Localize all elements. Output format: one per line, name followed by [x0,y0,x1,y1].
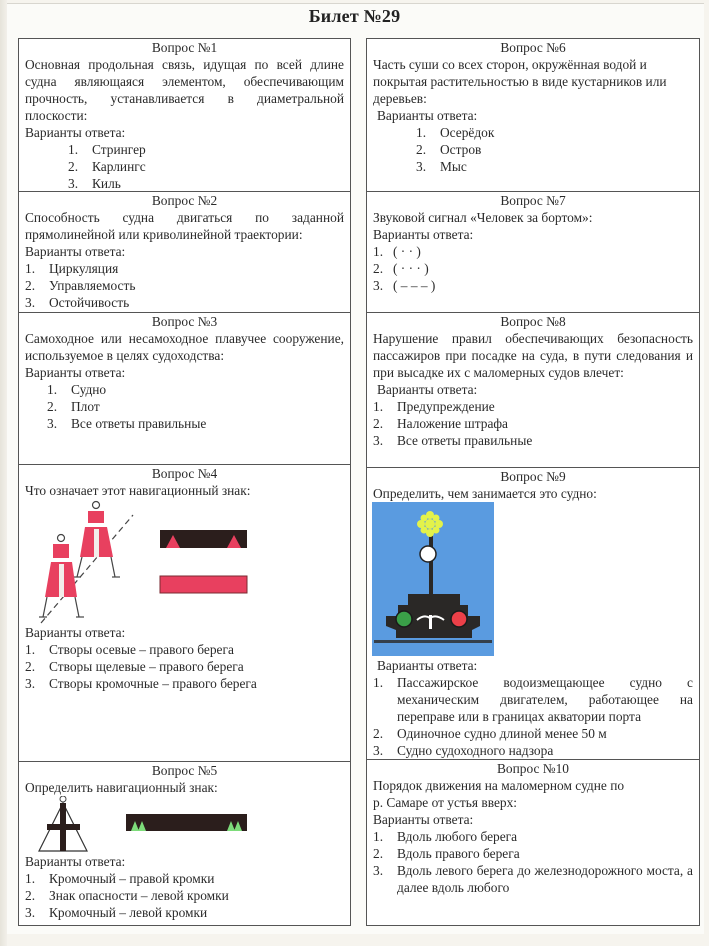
question-header: Вопрос №3 [151,314,218,329]
answer-number: 3. [373,863,384,878]
answer-text: Наложение штрафа [397,416,509,431]
answer-text: Остойчивость [49,295,130,310]
answer-option[interactable] [416,158,693,175]
question-header: Вопрос №5 [151,763,218,778]
variants-label: Варианты ответа: [373,812,474,827]
answer-number: 3. [68,176,79,191]
answer-option[interactable] [25,641,344,658]
answer-option[interactable] [416,124,693,141]
answer-option[interactable] [25,887,344,904]
question-6 [367,39,699,192]
question-5 [19,762,350,925]
answer-text: Плот [71,399,100,414]
answer-option[interactable] [25,294,344,311]
question-9 [367,468,699,760]
variants-label: Варианты ответа: [377,108,478,123]
question-4 [19,465,350,762]
answer-number: 2. [25,278,36,293]
variants-label: Варианты ответа: [373,227,474,242]
answer-number: 2. [373,261,384,276]
scan-edge [0,0,7,946]
answer-text: Створы щелевые – правого берега [49,659,244,674]
answer-list [25,141,344,192]
range-leading-marks-sign-icon [25,499,344,624]
answer-text: Мыс [440,159,467,174]
answer-option[interactable] [25,870,344,887]
answer-text: Судно судоходного надзора [397,743,554,758]
answer-text: Все ответы правильные [397,433,533,448]
variants-label: Варианты ответа: [25,125,126,140]
question-text: Что означает этот навигационный знак: [25,483,251,498]
answer-option[interactable] [416,141,693,158]
variants-label: Варианты ответа: [25,244,126,259]
answer-number: 1. [25,871,36,886]
question-10 [367,760,699,925]
question-8 [367,313,699,468]
answer-text: Вдоль правого берега [397,846,520,861]
answer-option[interactable] [373,260,693,277]
question-header: Вопрос №8 [500,314,566,329]
answer-text: Предупреждение [397,399,495,414]
variants-label: Варианты ответа: [25,854,126,869]
left-column [18,38,351,926]
question-text: Нарушение правил обеспечивающих безопасность пассажиров при посадке на суда, в пути следования и при высадке их с маломерных судов влечет: [373,331,693,380]
answer-number: 1. [373,399,384,414]
answer-list [25,381,344,432]
question-text: Способность судна двигаться по заданной прямолинейной или криволинейной траектории: [25,210,344,242]
answer-number: 2. [416,142,427,157]
answer-text: Все ответы правильные [71,416,207,431]
variants-label: Варианты ответа: [377,382,478,397]
answer-text: Створы осевые – правого берега [49,642,234,657]
answer-text: Створы кромочные – правого берега [49,676,257,691]
right-column [366,38,700,926]
ticket-title: Билет №29 [308,6,401,26]
answer-number: 3. [416,159,427,174]
answer-number: 3. [25,905,36,920]
question-header: Вопрос №6 [500,40,566,55]
answer-number: 1. [68,142,79,157]
answer-number: 1. [47,382,58,397]
answer-number: 3. [373,743,384,758]
answer-text: Пассажирское водоизмещающее судно с механическим двигателем, работающее на переправе или в границах акватории порта [397,675,693,724]
question-header: Вопрос №7 [500,193,566,208]
answer-number: 1. [416,125,427,140]
question-text-line-1: Порядок движения на маломерном судне по [373,778,625,793]
answer-text: ( – – – ) [393,278,436,293]
answer-number: 1. [25,642,36,657]
question-7 [367,192,699,313]
answer-list [25,641,344,692]
answer-number: 3. [373,433,384,448]
question-text: Самоходное или несамоходное плавучее сооружение, используемое в целях судоходства: [25,331,344,363]
answer-text: ( · · ) [393,244,421,259]
variants-label: Варианты ответа: [25,625,126,640]
answer-text: Судно [71,382,107,397]
answer-text: Киль [92,176,121,191]
variants-label: Варианты ответа: [25,365,126,380]
answer-number: 3. [25,676,36,691]
variants-label: Варианты ответа: [377,658,478,673]
answer-text: Кромочный – левой кромки [49,905,208,920]
answer-option[interactable] [373,674,693,725]
answer-list [373,828,693,896]
answer-option[interactable] [25,277,344,294]
answer-option[interactable] [68,158,344,175]
question-text: Определить, чем занимается это судно: [373,486,597,501]
answer-text: Кромочный – правой кромки [49,871,215,886]
answer-number: 3. [25,295,36,310]
answer-number: 1. [25,261,36,276]
answer-text: Циркуляция [49,261,119,276]
answer-number: 1. [373,675,384,690]
answer-option[interactable] [68,175,344,192]
question-header: Вопрос №2 [151,193,218,208]
question-text: Основная продольная связь, идущая по всей длине судна являющаяся элементом, обеспечивающим прочность, устанавливается в диаметральной плоскости: [25,57,344,123]
question-1 [19,39,350,192]
answer-list [373,124,693,175]
question-text: Звуковой сигнал «Человек за бортом»: [373,210,593,225]
answer-text: Осерёдок [440,125,495,140]
answer-option[interactable] [25,904,344,921]
question-header: Вопрос №10 [497,761,569,776]
question-3 [19,313,350,465]
answer-text: Стрингер [92,142,146,157]
answer-number: 2. [25,888,36,903]
answer-option[interactable] [68,141,344,158]
question-text: Часть суши со всех сторон, окружённая водой и покрытая растительностью в виде кустарников или деревьев: [373,57,667,106]
answer-text: Карлингс [92,159,146,174]
answer-number: 3. [373,278,384,293]
answer-number: 3. [47,416,58,431]
answer-list [373,243,693,294]
answer-option[interactable] [47,415,344,432]
question-2 [19,192,350,313]
question-header: Вопрос №9 [500,469,566,484]
answer-list [25,260,344,311]
answer-text: Вдоль любого берега [397,829,518,844]
answer-option[interactable] [373,845,693,862]
answer-number: 2. [373,726,384,741]
answer-option[interactable] [25,675,344,692]
answer-text: Вдоль левого берега до железнодорожного моста, а далее вдоль любого [397,863,693,895]
answer-option[interactable] [25,658,344,675]
answer-number: 2. [25,659,36,674]
answer-option[interactable] [373,828,693,845]
question-text: Определить навигационный знак: [25,780,218,795]
answer-option[interactable] [47,398,344,415]
answer-number: 2. [373,416,384,431]
answer-option[interactable] [373,432,693,449]
answer-number: 1. [373,244,384,259]
answer-option[interactable] [373,742,693,759]
edge-mark-sign-icon [25,796,344,853]
answer-option[interactable] [47,381,344,398]
question-header: Вопрос №1 [151,40,218,55]
question-text-line-2: р. Самаре от устья вверх: [373,795,518,810]
answer-option[interactable] [373,398,693,415]
answer-list [373,398,693,449]
answer-option[interactable] [373,725,693,742]
vessel-lights-night-icon [373,502,693,657]
answer-number: 2. [47,399,58,414]
question-header: Вопрос №4 [151,466,218,481]
answer-text: Управляемость [49,278,136,293]
answer-number: 1. [373,829,384,844]
answer-text: Остров [440,142,482,157]
answer-list [373,674,693,759]
answer-text: ( · · · ) [393,261,429,276]
answer-option[interactable] [373,862,693,896]
answer-list [25,870,344,921]
answer-option[interactable] [373,415,693,432]
answer-text: Одиночное судно длиной менее 50 м [397,726,607,741]
answer-option[interactable] [373,243,693,260]
answer-text: Знак опасности – левой кромки [49,888,229,903]
answer-option[interactable] [25,260,344,277]
answer-number: 2. [373,846,384,861]
answer-option[interactable] [373,277,693,294]
answer-number: 2. [68,159,79,174]
